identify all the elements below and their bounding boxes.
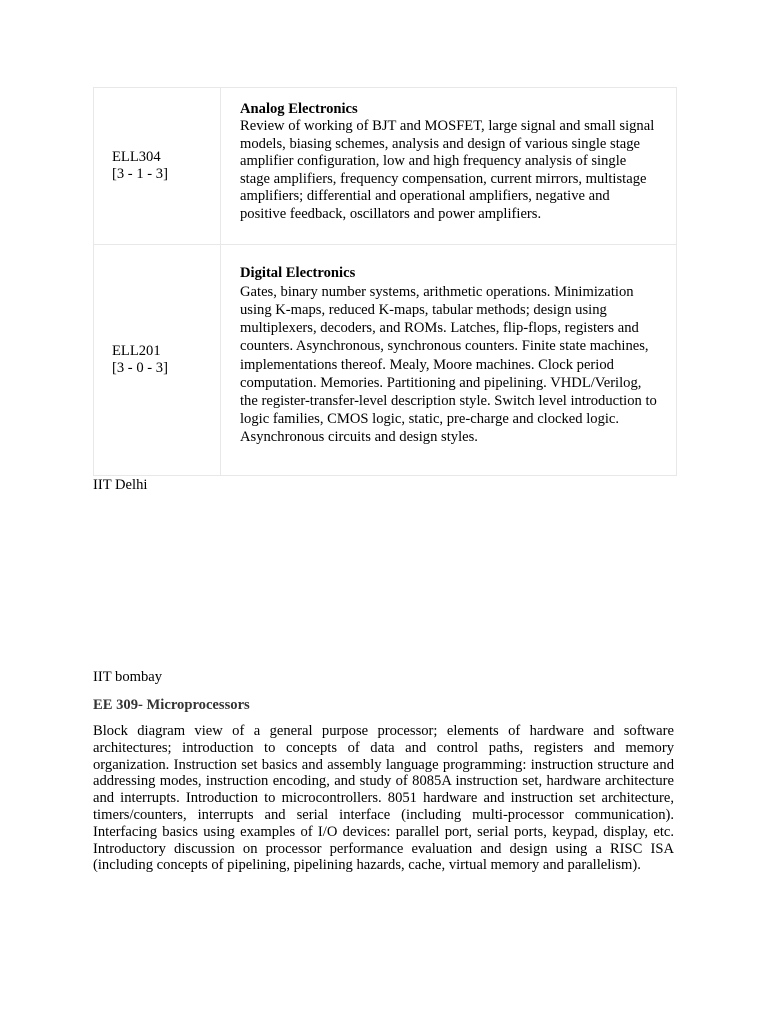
course-description-paragraph: Block diagram view of a general purpose processor; elements of hardware and software architectures; introduction to concepts of data and control paths, registers and memory organization. Instruction set basics and assembly language programming: instruction structure and addressing modes, instruction encoding, and study of 8085A instruction set, hardware architecture and interrupts. Introduction to microcontrollers. 8051 hardware and instruction set architecture, timers/counters, interrupts and serial interface (including multi-processor communication). Interfacing basics using examples of I/O devices: parallel port, serial ports, keypad, display, etc. Introductory discussion on processor performance evaluation and design using a RISC ISA (including concepts of pipelining, pipelining hazards, cache, virtual memory and parallelism). bbox=[93, 723, 674, 874]
iit-bombay-label: IIT bombay bbox=[93, 669, 163, 685]
course-description: Review of working of BJT and MOSFET, large signal and small signal models, biasing schemes, analysis and design of various single stage amplifier configuration, low and high frequency analysis of single stage amplifiers, frequency compensation, current mirrors, multistage amplifiers; differential and operational amplifiers, negative and positive feedback, oscillators and power amplifiers. bbox=[240, 118, 655, 222]
course-credits: [3 - 1 - 3] bbox=[112, 166, 168, 182]
course-table bbox=[93, 87, 677, 476]
course-description: Gates, binary number systems, arithmetic operations. Minimization using K-maps, reduced K-maps, tabular methods; design using multiplexers, decoders, and ROMs. Latches, flip-flops, registers and counters. Asynchronous, synchronous counters. Finite state machines, implementations thereof. Mealy, Moore machines. Clock period computation. Memories. Partitioning and pipelining. VHDL/Verilog, the register-transfer-level description style. Switch level introduction to logic families, CMOS logic, static, pre-charge and clocked logic. Asynchronous circuits and design styles. bbox=[240, 283, 657, 446]
course-credits: [3 - 0 - 3] bbox=[112, 360, 168, 376]
course-code-cell bbox=[94, 88, 221, 245]
course-code: ELL304 bbox=[112, 148, 161, 165]
course-heading: EE 309- Microprocessors bbox=[93, 697, 250, 713]
course-code: ELL201 bbox=[112, 342, 161, 359]
course-title: Digital Electronics bbox=[240, 265, 356, 282]
course-code-cell bbox=[94, 245, 221, 476]
course-description-cell bbox=[221, 245, 677, 476]
course-title: Analog Electronics bbox=[240, 100, 358, 117]
table-row bbox=[94, 245, 677, 476]
table-row bbox=[94, 88, 677, 245]
iit-delhi-label: IIT Delhi bbox=[93, 477, 148, 493]
course-description-cell bbox=[221, 88, 677, 245]
